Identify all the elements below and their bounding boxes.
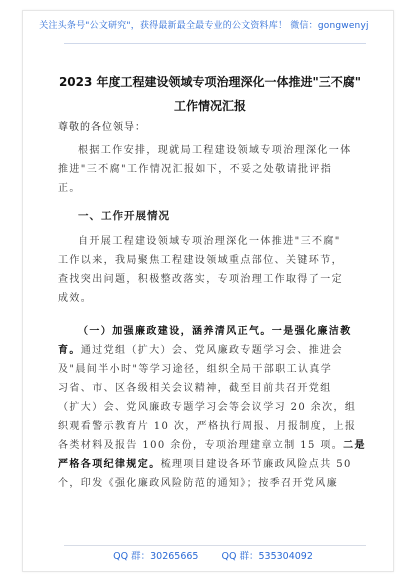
section1-line: 查找突出问题，积极整改落实，专项治理工作取得了一定 — [58, 274, 343, 285]
title-line-2: 工作情况汇报 — [173, 99, 246, 113]
subsection1-line: 各类材料及报告 100 余份，专项治理建章立制 15 项。 — [58, 440, 344, 451]
subsection1-heading: （一）加强廉政建设，涵养清风正气。一是强化廉洁教 — [78, 326, 352, 337]
second-point-line — [58, 455, 358, 474]
salutation: 尊敬的各位领导： — [58, 122, 146, 133]
second-point-label: 二是 — [343, 440, 366, 451]
intro-line: 推进"三不腐"工作情况汇报如下，不妥之处敬请批评指 — [58, 164, 333, 175]
subsection1-line: 习省、市、区各级相关会议精神，截至目前共召开党组 — [58, 383, 332, 394]
second-point-text: 梳理项目建设各环节廉政风险点共 50 — [160, 459, 352, 470]
bottom-banner — [58, 548, 368, 562]
qq-group-1: QQ 群：30265665 — [113, 551, 199, 562]
subsection1-first-line — [58, 341, 358, 360]
intro-line: 正。 — [58, 183, 81, 194]
top-banner: 关注头条号"公文研究"，获得最新最全最专业的公文资料库！ 微信：gongwenyj — [39, 21, 369, 31]
subsection1-line: 通过党组（扩大）会、党风廉政专题学习会、推进会 — [80, 345, 344, 356]
subsection1-line: 及"晨间半小时"等学习途径，组织全局干部职工认真学 — [58, 364, 333, 375]
section1-paragraph — [58, 232, 358, 308]
section1-line: 工作以来，我局聚焦工程建设领域重点部位、关键环节， — [58, 255, 343, 266]
section-heading-1: 一、工作开展情况 — [78, 210, 170, 222]
second-point-heading: 严格各项纪律规定。 — [58, 459, 161, 470]
qq-group-2: QQ 群：535304092 — [221, 551, 313, 562]
document-title — [50, 70, 370, 118]
intro-paragraph — [58, 141, 358, 198]
second-point-text-line: 个，印发《强化廉政风险防范的通知》；按季召开党风廉 — [58, 478, 338, 489]
title-line-1: 2023 年度工程建设领域专项治理深化一体推进"三不腐" — [58, 75, 362, 89]
section1-line: 成效。 — [58, 293, 93, 304]
top-divider — [64, 43, 366, 44]
bottom-divider — [64, 545, 366, 546]
subsection1-line: 织观看警示教育片 10 次，严格执行周报、月报制度，上报 — [58, 421, 357, 432]
subsection1-paragraph — [58, 322, 366, 493]
subsection1-last-line — [58, 436, 366, 455]
subsection1-heading-tail: 育。 — [58, 345, 81, 356]
subsection1-line: （扩大）会、党风廉政专题学习会等会议学习 20 余次，组 — [58, 402, 357, 413]
section1-line: 自开展工程建设领域专项治理深化一体推进"三不腐" — [78, 236, 341, 247]
intro-line: 根据工作安排，现就局工程建设领域专项治理深化一体 — [78, 145, 352, 156]
